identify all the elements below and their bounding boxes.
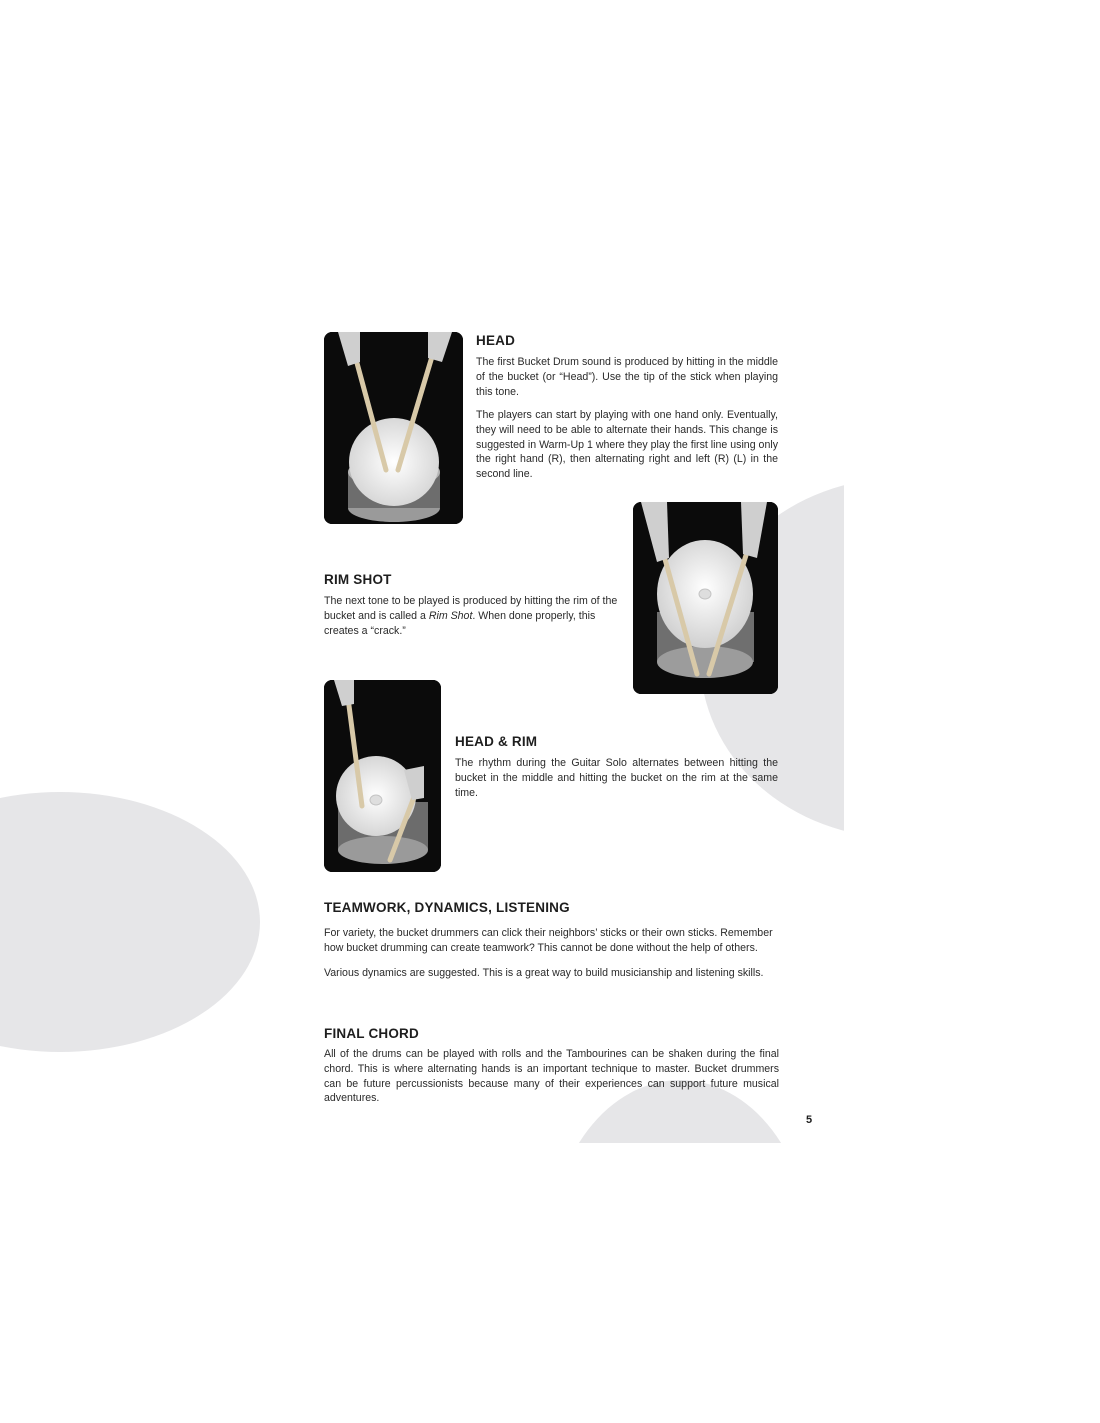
page-right-mask <box>844 0 1100 1422</box>
photo-head-and-rim <box>324 680 441 872</box>
section-title-head-rim: HEAD & RIM <box>455 734 538 749</box>
section-title-teamwork: TEAMWORK, DYNAMICS, LISTENING <box>324 900 570 915</box>
section-title-head: HEAD <box>476 333 516 348</box>
rim-shot-term: Rim Shot <box>428 609 473 622</box>
photo-rim-shot <box>633 502 778 694</box>
rim-shot-paragraph-1 <box>324 594 622 638</box>
rim-shot-text-before: The next tone to be played is produced by hitting the rim of the bucket and is called a <box>324 595 618 622</box>
head-rim-paragraph-1: The rhythm during the Guitar Solo alternates between hitting the bucket in the middle and hitting the bucket on the rim at the same time. <box>455 757 778 799</box>
head-paragraph-2: The players can start by playing with one hand only. Eventually, they will need to be able to alternate their hands. This change is suggested in Warm-Up 1 where they play the first line using only the right hand (R), then alternating right and left (R) (L) in the second line. <box>476 409 778 481</box>
section-title-rim-shot: RIM SHOT <box>324 572 392 587</box>
teamwork-paragraph-2: Various dynamics are suggested. This is a great way to build musicianship and listening skills. <box>324 967 764 979</box>
final-chord-paragraph-1: All of the drums can be played with rolls and the Tambourines can be shaken during the final chord. This is where alternating hands is an important technique to master. Bucket drummers can be future percussionists because many of their experiences can support future musical adventures. <box>324 1048 779 1105</box>
section-title-final-chord: FINAL CHORD <box>324 1026 419 1041</box>
teamwork-paragraph-1: For variety, the bucket drummers can click their neighbors’ sticks or their own sticks. Remember how bucket drumming can create teamwork? This cannot be done without the help of others. <box>324 927 773 954</box>
page-number: 5 <box>806 1114 813 1126</box>
rim-shot-text-after: . When done properly, this creates a “crack.” <box>324 609 596 637</box>
photo-head-hit <box>324 332 463 524</box>
head-paragraph-1: The first Bucket Drum sound is produced by hitting in the middle of the bucket (or “Head”). Use the tip of the stick when playing this tone. <box>476 356 778 398</box>
decorative-blob-left <box>0 792 260 1052</box>
